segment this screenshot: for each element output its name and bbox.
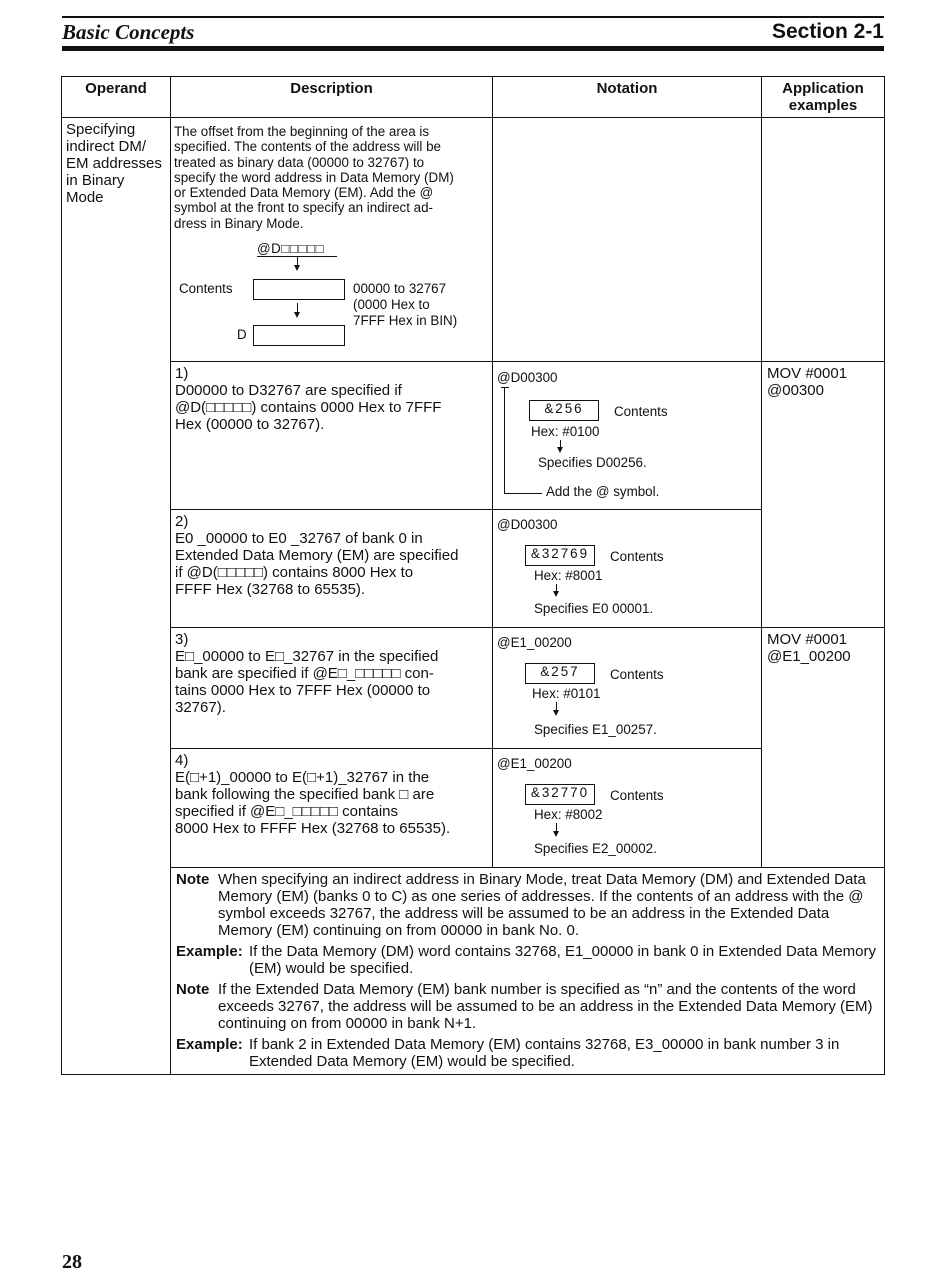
contents-label: Contents bbox=[610, 667, 664, 682]
contents-label: Contents bbox=[610, 549, 664, 564]
diagram-top-label: @D□□□□□ bbox=[257, 241, 325, 257]
notation-address: @E1_00200 bbox=[497, 635, 572, 650]
arrow-down-icon bbox=[557, 447, 563, 453]
header-description: Description bbox=[171, 77, 493, 118]
table-row bbox=[62, 628, 885, 749]
item-line: E□_00000 to E□_32767 in the specified bbox=[175, 648, 439, 665]
item-description bbox=[171, 362, 493, 510]
header-top-rule bbox=[62, 16, 884, 18]
item-number: 2) bbox=[175, 513, 189, 530]
example-paragraph bbox=[176, 1036, 880, 1070]
item-number: 4) bbox=[175, 752, 189, 769]
item-line: Extended Data Memory (EM) are specified bbox=[175, 547, 459, 564]
bracket-bottom bbox=[504, 493, 542, 494]
contents-label: Contents bbox=[610, 788, 664, 803]
specifies-text: Specifies E1_00257. bbox=[534, 722, 657, 737]
contents-label: Contents bbox=[614, 404, 668, 419]
item-line: E0 _00000 to E0 _32767 of bank 0 in bbox=[175, 530, 423, 547]
hex-value: Hex: #8002 bbox=[534, 807, 603, 822]
intro-line: The offset from the beginning of the area is bbox=[174, 124, 430, 139]
section-title: Basic Concepts bbox=[62, 20, 195, 44]
operand-cell bbox=[62, 118, 171, 1075]
table-row bbox=[62, 749, 885, 868]
note-paragraph bbox=[176, 871, 880, 939]
header-notation: Notation bbox=[493, 77, 762, 118]
table-row-notes bbox=[62, 868, 885, 1075]
item-line: D00000 to D32767 are specified if bbox=[175, 382, 402, 399]
table-row-intro bbox=[62, 118, 885, 362]
diagram-contents-label: Contents bbox=[179, 281, 233, 297]
notation-address: @D00300 bbox=[497, 370, 558, 385]
note-label: Note bbox=[176, 981, 210, 998]
contents-value-box: &32769 bbox=[525, 545, 595, 566]
bracket-top bbox=[501, 387, 509, 388]
item-description bbox=[171, 510, 493, 628]
item-line: E(□+1)_00000 to E(□+1)_32767 in the bbox=[175, 769, 430, 786]
indirect-address-diagram bbox=[174, 241, 489, 353]
intro-app-empty bbox=[762, 118, 885, 362]
specifies-text: Specifies E0 00001. bbox=[534, 601, 654, 616]
item-line: tains 0000 Hex to 7FFF Hex (00000 to bbox=[175, 682, 431, 699]
notation-cell bbox=[493, 628, 762, 749]
table-row bbox=[62, 362, 885, 510]
note-paragraph bbox=[176, 981, 880, 1032]
item-line: @D(□□□□□) contains 0000 Hex to 7FFF bbox=[175, 399, 442, 416]
example-paragraph bbox=[176, 943, 880, 977]
specifies-text: Specifies E2_00002. bbox=[534, 841, 657, 856]
intro-line: symbol at the front to specify an indirect ad- bbox=[174, 200, 434, 216]
example-text: If the Data Memory (DM) word contains 32768, E1_00000 in bank 0 in Extended Data Memory (EM) would be specified. bbox=[249, 943, 876, 977]
app-example-line: @00300 bbox=[767, 382, 824, 399]
arrow-down-icon bbox=[553, 831, 559, 837]
intro-line: treated as binary data (00000 to 32767) to bbox=[174, 154, 425, 170]
arrow-down-icon bbox=[553, 591, 559, 597]
note-text: If the Extended Data Memory (EM) bank number is specified as “n” and the contents of the word exceeds 32767, the address will be assumed to be an address in the Extended Data Memory (EM) continuing on from 00000 in bank N+1. bbox=[218, 981, 873, 1032]
intro-description bbox=[171, 118, 493, 362]
diagram-range-line2: (0000 Hex to bbox=[353, 297, 430, 313]
app-example-line: MOV #0001 bbox=[767, 631, 848, 648]
item-line: bank following the specified bank □ are bbox=[175, 786, 435, 803]
item-description bbox=[171, 749, 493, 868]
header-operand: Operand bbox=[62, 77, 171, 118]
item-line: FFFF Hex (32768 to 65535). bbox=[175, 581, 366, 598]
bracket-vertical bbox=[504, 387, 505, 493]
add-symbol-text: Add the @ symbol. bbox=[546, 484, 660, 499]
contents-value-box: &257 bbox=[525, 663, 595, 684]
notation-cell bbox=[493, 510, 762, 628]
header-app-line1: Application bbox=[782, 80, 864, 97]
example-text: If bank 2 in Extended Data Memory (EM) contains 32768, E3_00000 in bank number 3 in Extended Data Memory (EM) would be specified. bbox=[249, 1036, 840, 1070]
app-example-line: MOV #0001 bbox=[767, 365, 848, 382]
item-number: 1) bbox=[175, 365, 189, 382]
operand-line: indirect DM/ bbox=[66, 138, 147, 155]
diagram-range-line3: 7FFF Hex in BIN) bbox=[353, 313, 458, 329]
item-line: bank are specified if @E□_□□□□□ con- bbox=[175, 665, 434, 682]
d-box bbox=[253, 325, 345, 346]
intro-line: or Extended Data Memory (EM). Add the @ bbox=[174, 185, 434, 201]
contents-value-box: &32770 bbox=[525, 784, 595, 805]
application-example-cell bbox=[762, 362, 885, 628]
intro-line: dress in Binary Mode. bbox=[174, 215, 304, 231]
item-number: 3) bbox=[175, 631, 189, 648]
specifies-text: Specifies D00256. bbox=[538, 455, 647, 470]
application-example-cell bbox=[762, 628, 885, 868]
intro-line: specified. The contents of the address will be bbox=[174, 139, 441, 155]
contents-value-box: &256 bbox=[529, 400, 599, 421]
item-line: 8000 Hex to FFFF Hex (32768 to 65535). bbox=[175, 820, 451, 837]
hex-value: Hex: #0100 bbox=[531, 424, 600, 439]
contents-box bbox=[253, 279, 345, 300]
header-bottom-rule bbox=[62, 46, 884, 51]
note-text: When specifying an indirect address in Binary Mode, treat Data Memory (DM) and Extended Data Memory (EM) (banks 0 to C) as one series of addresses. If the contents of an address with the @ symbol exceeds 32767, the address will be assumed to be an address in the Extended Data Memory (EM) continuing on from 00000 in bank No. 0. bbox=[218, 871, 866, 939]
item-line: specified if @E□_□□□□□ contains bbox=[175, 803, 399, 820]
notation-cell bbox=[493, 749, 762, 868]
operand-line: Mode bbox=[66, 189, 104, 206]
arrow-down-icon bbox=[294, 265, 300, 271]
operand-line: in Binary bbox=[66, 172, 125, 189]
table-row bbox=[62, 510, 885, 628]
header-app-line2: examples bbox=[788, 97, 858, 114]
item-line: Hex (00000 to 32767). bbox=[175, 416, 325, 433]
app-example-line: @E1_00200 bbox=[767, 648, 851, 665]
notation-cell bbox=[493, 362, 762, 510]
diagram-range-line1: 00000 to 32767 bbox=[353, 281, 447, 297]
page-number: 28 bbox=[62, 1251, 82, 1273]
hex-value: Hex: #0101 bbox=[532, 686, 601, 701]
operand-table bbox=[61, 76, 885, 1075]
notes-cell bbox=[171, 868, 885, 1075]
arrow-down-icon bbox=[294, 312, 300, 318]
item-line: if @D(□□□□□) contains 8000 Hex to bbox=[175, 564, 414, 581]
example-label: Example: bbox=[176, 1036, 243, 1053]
intro-line: specify the word address in Data Memory (DM) bbox=[174, 169, 454, 185]
arrow-down-icon bbox=[553, 710, 559, 716]
table-header-row bbox=[62, 77, 885, 118]
item-line: 32767). bbox=[175, 699, 226, 716]
item-description bbox=[171, 628, 493, 749]
intro-notation-empty bbox=[493, 118, 762, 362]
notation-address: @D00300 bbox=[497, 517, 558, 532]
header-application-examples bbox=[762, 77, 885, 118]
hex-value: Hex: #8001 bbox=[534, 568, 603, 583]
section-number: Section 2-1 bbox=[771, 20, 884, 43]
example-label: Example: bbox=[176, 943, 243, 960]
operand-line: Specifying bbox=[66, 121, 136, 138]
notation-address: @E1_00200 bbox=[497, 756, 572, 771]
note-label: Note bbox=[176, 871, 210, 888]
operand-line: EM addresses bbox=[66, 155, 162, 172]
diagram-d-label: D bbox=[237, 327, 247, 343]
